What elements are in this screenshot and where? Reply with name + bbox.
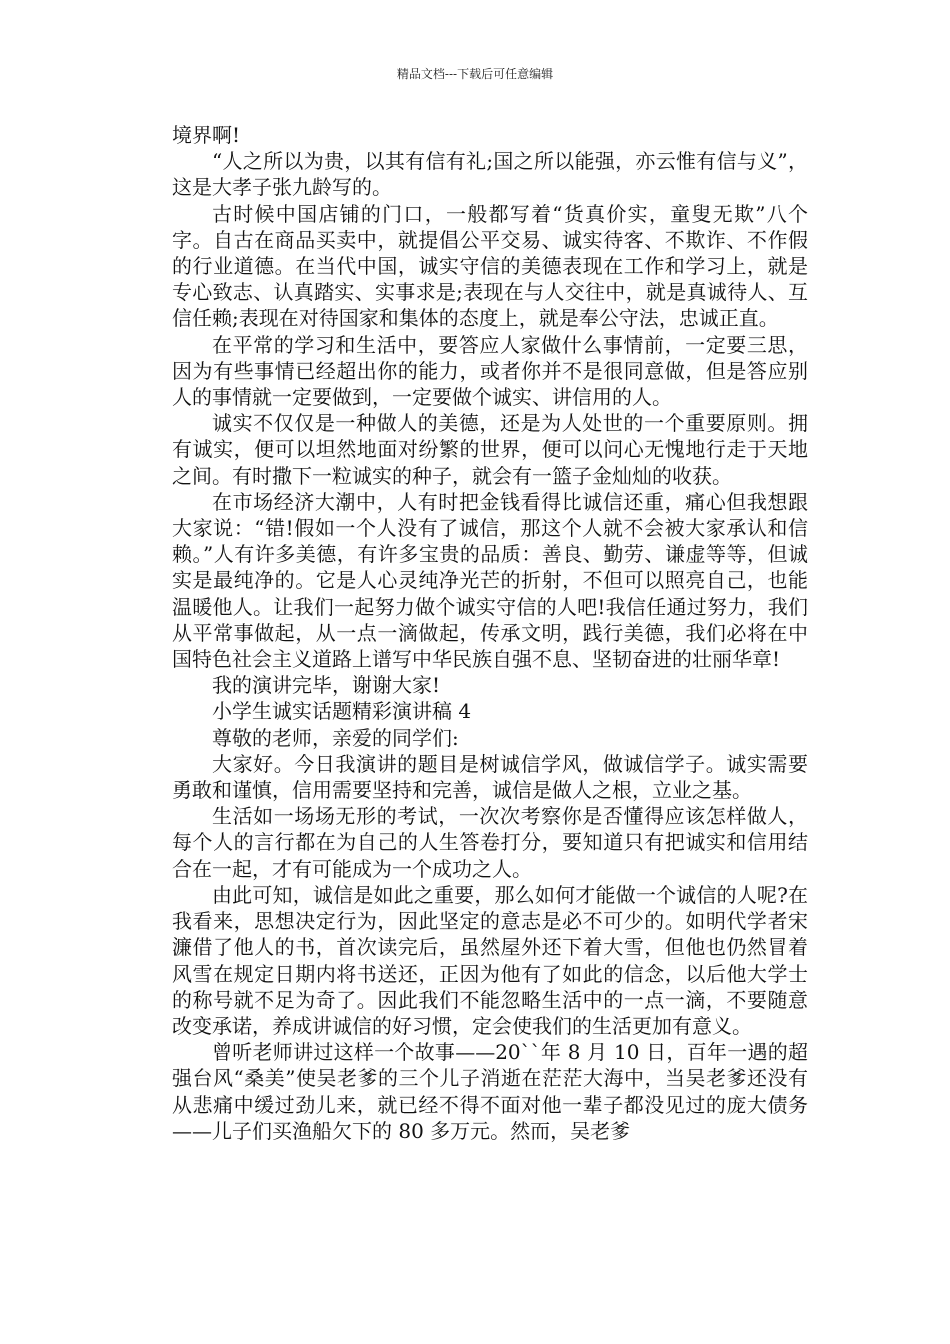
document-body: [172, 122, 808, 1144]
paragraph: 古时候中国店铺的门口，一般都写着“货真价实，童叟无欺”八个字。自古在商品买卖中，就提倡公平交易、诚实待客、不欺诈、不作假的行业道德。在当代中国，诚实守信的美德表现在工作和学习上，就是专心致志、认真踏实、实事求是;表现在与人交往中，就是真诚待人、互信任赖;表现在对待国家和集体的态度上，就是奉公守法，忠诚正直。: [172, 201, 808, 331]
page-header: 精品文档---下载后可任意编辑: [396, 67, 554, 81]
closing-line: 我的演讲完毕，谢谢大家!: [212, 673, 441, 698]
paragraph: 大家好。今日我演讲的题目是树诚信学风，做诚信学子。诚实需要勇敢和谨慎，信用需要坚持和完善，诚信是做人之根，立业之基。: [172, 751, 808, 803]
paragraph: 曾听老师讲过这样一个故事——20``年 8 月 10 日，百年一遇的超强台风“桑美”使吴老爹的三个儿子消逝在茫茫大海中，当吴老爹还没有从悲痛中缓过劲儿来，就已经不得不面对他一辈子都没见过的庞大债务——儿子们买渔船欠下的 80 多万元。然而，吴老爹: [172, 1040, 808, 1143]
paragraph: 生活如一场场无形的考试，一次次考察你是否懂得应该怎样做人，每个人的言行都在为自己的人生答卷打分，要知道只有把诚实和信用结合在一起，才有可能成为一个成功之人。: [172, 804, 808, 881]
paragraph: 在市场经济大潮中，人有时把金钱看得比诚信还重，痛心但我想跟大家说：“错!假如一个人没有了诚信，那这个人就不会被大家承认和信赖。”人有许多美德，有许多宝贵的品质：善良、勤劳、谦虚等等，但诚实是最纯净的。它是人心灵纯净光芒的折射，不但可以照亮自己，也能温暖他人。让我们一起努力做个诚实守信的人吧!我信任通过努力，我们从平常事做起，从一点一滴做起，传承文明，践行美德，我们必将在中国特色社会主义道路上谱写中华民族自强不息、坚韧奋进的壮丽华章!: [172, 489, 808, 672]
speech-title: 小学生诚实话题精彩演讲稿 4: [212, 699, 472, 724]
paragraph: 由此可知，诚信是如此之重要，那么如何才能做一个诚信的人呢?在我看来，思想决定行为，因此坚定的意志是必不可少的。如明代学者宋濂借了他人的书，首次读完后，虽然屋外还下着大雪，但他也仍然冒着风雪在规定日期内将书送还，正因为他有了如此的信念，以后他大学士的称号就不足为奇了。因此我们不能忽略生活中的一点一滴，不要随意改变承诺，养成讲诚信的好习惯，定会使我们的生活更加有意义。: [172, 882, 808, 1038]
paragraph: 诚实不仅仅是一种做人的美德，还是为人处世的一个重要原则。拥有诚实，便可以坦然地面对纷繁的世界，便可以问心无愧地行走于天地之间。有时撒下一粒诚实的种子，就会有一篮子金灿灿的收获。: [172, 411, 808, 488]
paragraph: 在平常的学习和生活中，要答应人家做什么事情前，一定要三思，因为有些事情已经超出你的能力，或者你并不是很同意做，但是答应别人的事情就一定要做到，一定要做个诚实、讲信用的人。: [172, 332, 808, 410]
paragraph: 境界啊!: [172, 123, 241, 147]
paragraph: “人之所以为贵，以其有信有礼;国之所以能强，亦云惟有信与义”，这是大孝子张九龄写的。: [172, 149, 808, 200]
salutation: 尊敬的老师，亲爱的同学们:: [212, 725, 459, 750]
